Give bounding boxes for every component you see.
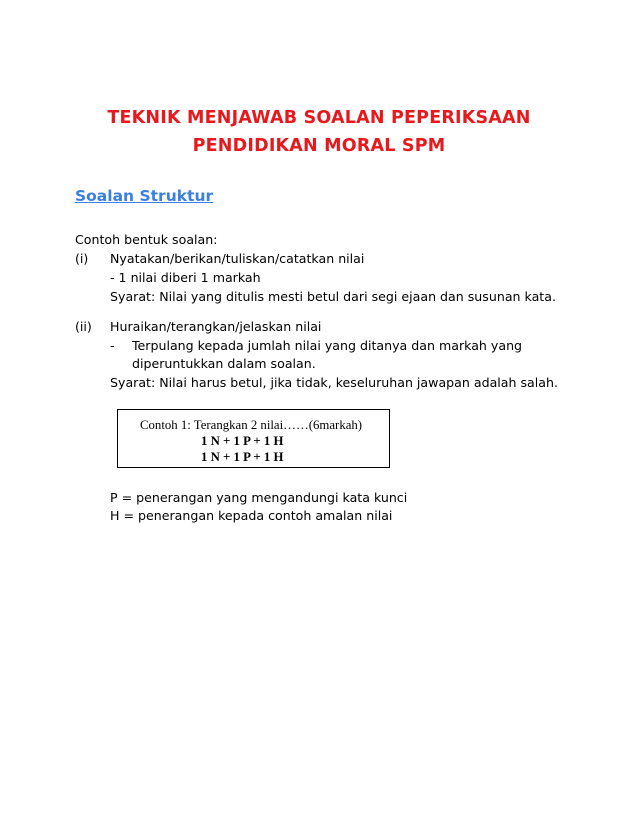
title-line-2: PENDIDIKAN MORAL SPM bbox=[192, 136, 446, 156]
legend-p: P = penerangan yang mengandungi kata kunci bbox=[110, 490, 408, 505]
example-formula: 1 N + 1 P + 1 H bbox=[201, 450, 284, 464]
item-marker: (ii) bbox=[75, 319, 92, 334]
item-subpoint: - 1 nilai diberi 1 markah bbox=[110, 270, 261, 285]
item-syarat: Syarat: Nilai yang ditulis mesti betul dari segi ejaan dan susunan kata. bbox=[110, 289, 556, 304]
example-box bbox=[117, 409, 390, 468]
intro-text: Contoh bentuk soalan: bbox=[75, 232, 218, 247]
section-heading: Soalan Struktur bbox=[75, 187, 214, 205]
item-subpoint-continued: diperuntukkan dalam soalan. bbox=[132, 356, 316, 371]
item-syarat: Syarat: Nilai harus betul, jika tidak, keseluruhan jawapan adalah salah. bbox=[110, 375, 558, 390]
title-line-1: TEKNIK MENJAWAB SOALAN PEPERIKSAAN bbox=[107, 108, 531, 128]
item-text: Huraikan/terangkan/jelaskan nilai bbox=[110, 319, 322, 334]
item-marker: (i) bbox=[75, 251, 89, 266]
item-text: Nyatakan/berikan/tuliskan/catatkan nilai bbox=[110, 251, 365, 266]
item-subpoint: Terpulang kepada jumlah nilai yang ditanya dan markah yang bbox=[132, 338, 523, 353]
legend-h: H = penerangan kepada contoh amalan nilai bbox=[110, 508, 393, 523]
bullet-dash: - bbox=[110, 338, 115, 353]
example-formula: 1 N + 1 P + 1 H bbox=[201, 434, 284, 448]
example-heading: Contoh 1: Terangkan 2 nilai……(6markah) bbox=[140, 418, 363, 432]
